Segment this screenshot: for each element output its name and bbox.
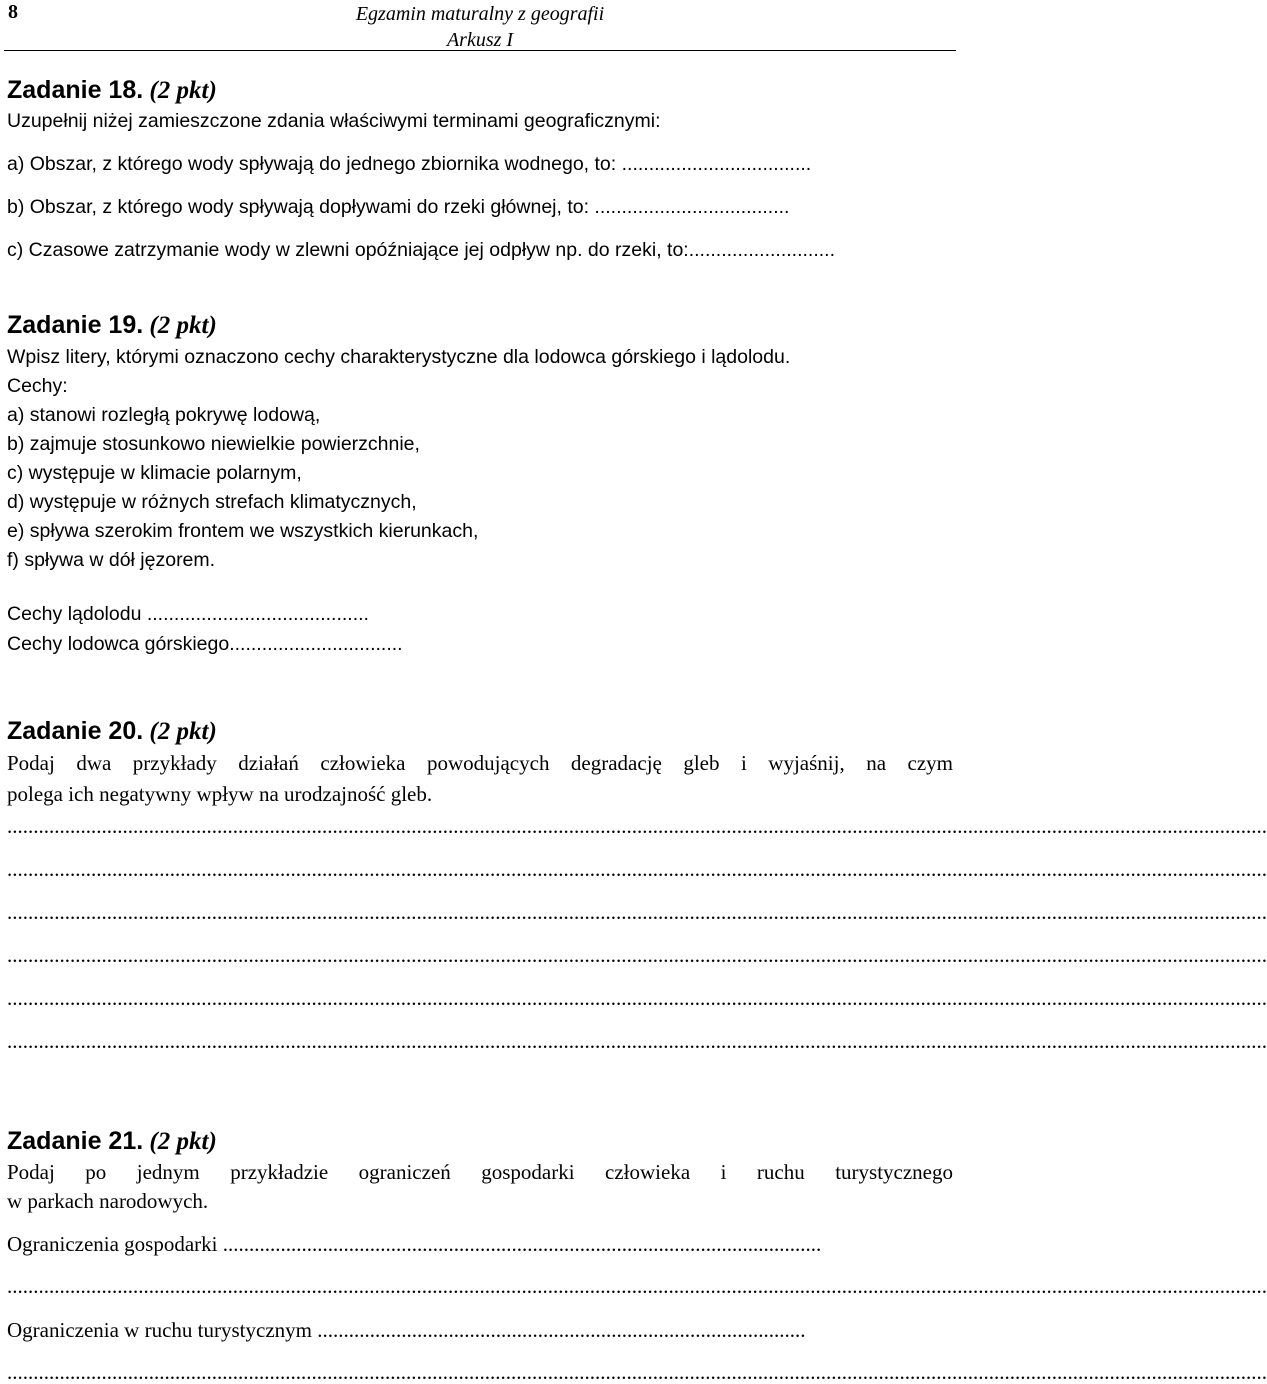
task20-answer-line[interactable]: ................................................................................................................................................................................................................................................ <box>7 900 1267 924</box>
task20-answer-line[interactable]: ................................................................................................................................................................................................................................................ <box>7 814 1267 838</box>
task21-heading <box>7 1126 217 1157</box>
header-divider <box>4 50 956 51</box>
task19-feature-c: c) występuje w klimacie polarnym, <box>7 462 302 484</box>
task19-feature-e: e) spływa szerokim frontem we wszystkich kierunkach, <box>7 520 479 542</box>
page-number: 8 <box>8 1 18 23</box>
task21-points: (2 pkt) <box>149 1128 217 1155</box>
task18-item-c[interactable]: c) Czasowe zatrzymanie wody w zlewni opóźniające jej odpływ np. do rzeki, to:........................... <box>7 239 835 261</box>
task19-instruction: Wpisz litery, którymi oznaczono cechy charakterystyczne dla lodowca górskiego i lądolodu. <box>7 346 791 368</box>
task20-instruction-line1: Podaj dwa przykłady działań człowieka powodujących degradację gleb i wyjaśnij, na czym <box>7 751 953 775</box>
exam-header <box>0 1 960 53</box>
task19-feature-d: d) występuje w różnych strefach klimatycznych, <box>7 491 417 513</box>
task19-answer-ice-sheet[interactable]: Cechy lądolodu ......................................... <box>7 603 369 625</box>
task18-instruction: Uzupełnij niżej zamieszczone zdania właściwymi terminami geograficznymi: <box>7 110 661 132</box>
exam-title: Egzamin maturalny z geografii <box>355 3 605 25</box>
task20-points: (2 pkt) <box>149 718 217 745</box>
task19-feature-f: f) spływa w dół jęzorem. <box>7 549 216 571</box>
task21-answer-line[interactable]: ................................................................................................................................................................................................................................................ <box>7 1274 1267 1298</box>
task21-answer-economy[interactable]: Ograniczenia gospodarki .................................................................................................................. <box>7 1232 822 1256</box>
task19-title: Zadanie 19. <box>7 311 144 339</box>
task21-title: Zadanie 21. <box>7 1127 144 1155</box>
task19-answer-mountain-glacier[interactable]: Cechy lodowca górskiego................................ <box>7 633 403 655</box>
task20-heading <box>7 716 217 747</box>
task18-title: Zadanie 18. <box>7 76 144 104</box>
task20-answer-line[interactable]: ................................................................................................................................................................................................................................................ <box>7 857 1267 881</box>
task19-heading <box>7 310 217 341</box>
task21-answer-tourism[interactable]: Ograniczenia w ruchu turystycznym ............................................................................................. <box>7 1318 806 1342</box>
task19-features-label: Cechy: <box>7 375 68 397</box>
exam-sheet: Arkusz I <box>446 29 514 51</box>
task21-answer-line[interactable]: ................................................................................................................................................................................................................................................ <box>7 1360 1267 1384</box>
task20-answer-line[interactable]: ................................................................................................................................................................................................................................................ <box>7 943 1267 967</box>
task18-item-b[interactable]: b) Obszar, z którego wody spływają dopływami do rzeki głównej, to: .................................... <box>7 196 790 218</box>
task18-points: (2 pkt) <box>149 77 217 104</box>
task21-instruction-line1: Podaj po jednym przykładzie ograniczeń gospodarki człowieka i ruchu turystycznego <box>7 1160 953 1184</box>
task19-feature-b: b) zajmuje stosunkowo niewielkie powierzchnie, <box>7 433 420 455</box>
task20-instruction-line2: polega ich negatywny wpływ na urodzajność gleb. <box>7 782 433 806</box>
task20-answer-line[interactable]: ................................................................................................................................................................................................................................................ <box>7 1029 1267 1053</box>
task18-item-a[interactable]: a) Obszar, z którego wody spływają do jednego zbiornika wodnego, to: ................................... <box>7 153 812 175</box>
task20-answer-line[interactable]: ................................................................................................................................................................................................................................................ <box>7 986 1267 1010</box>
task20-title: Zadanie 20. <box>7 717 144 745</box>
task19-points: (2 pkt) <box>149 312 217 339</box>
task21-instruction-line2: w parkach narodowych. <box>7 1189 209 1213</box>
task18-heading <box>7 75 217 106</box>
task19-feature-a: a) stanowi rozległą pokrywę lodową, <box>7 404 321 426</box>
